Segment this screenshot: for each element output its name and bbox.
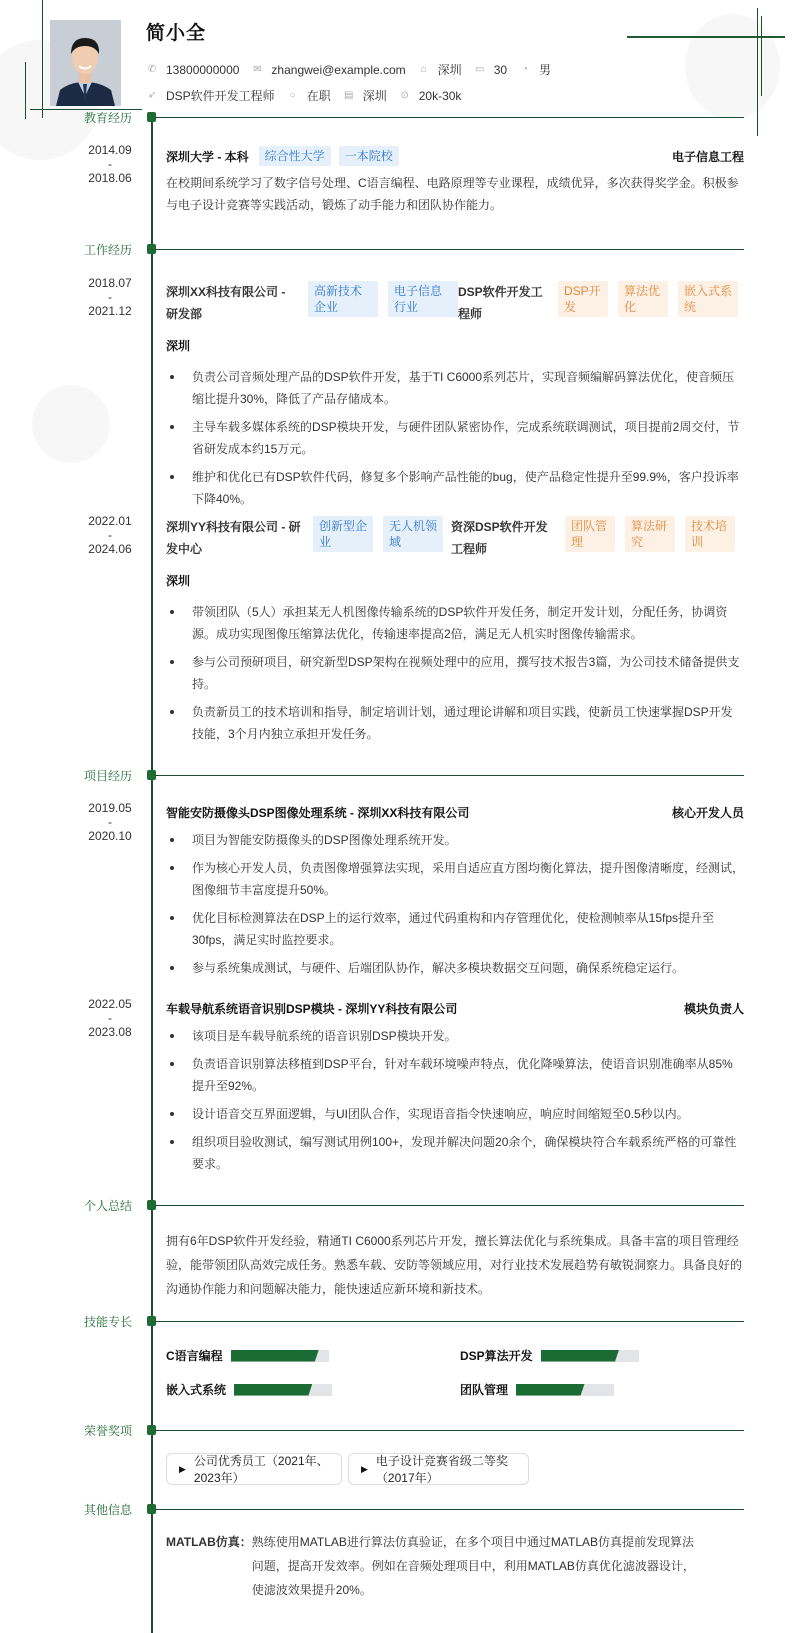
position-title: DSP软件开发工程师: [458, 285, 543, 321]
section-title-other: 其他信息: [83, 1503, 132, 1517]
work-bullet: 负责新员工的技术培训和指导，制定培训计划，通过理论讲解和项目实践，使新员工快速掌握DSP开发技能，3个月内独立承担开发任务。: [166, 701, 744, 745]
education-description: 在校期间系统学习了数字信号处理、C语言编程、电路原理等专业课程，成绩优异，多次获得奖学金。积极参与电子设计竞赛等实践活动，锻炼了动手能力和团队协作能力。: [166, 176, 739, 212]
position-title: 资深DSP软件开发工程师: [451, 520, 548, 556]
project-bullet: 参与系统集成测试，与硬件、后端团队协作，解决多模块数据交互问题，确保系统稳定运行。: [166, 957, 744, 979]
section-title-work: 工作经历: [83, 243, 132, 257]
work-bullet: 带领团队（5人）承担某无人机图像传输系统的DSP软件开发任务，制定开发计划，分配任务，协调资源。成功实现图像压缩算法优化，传输速率提高2倍，满足无人机实时图像传输需求。: [166, 601, 744, 645]
intent-position: ➶ DSP软件开发工程师: [147, 89, 275, 103]
skill-tag: 团队管理: [565, 516, 615, 552]
contact-email: ✉ zhangwei@example.com: [253, 62, 406, 77]
section-divider: [155, 1430, 744, 1431]
timeline-line: [151, 112, 153, 1633]
section-divider: [155, 117, 744, 118]
section-divider: [155, 1321, 744, 1322]
send-icon: ➶: [147, 90, 157, 101]
skill-bar-fill: [516, 1384, 585, 1396]
work-city: 深圳: [166, 339, 191, 353]
work-entry: [166, 516, 744, 751]
project-role: 核心开发人员: [671, 806, 744, 820]
intent-status: ○ 在职: [287, 87, 331, 104]
work-entry: [166, 281, 744, 516]
work-date: 2022.01 - 2024.06: [88, 514, 132, 556]
education-entry: [166, 146, 744, 216]
project-role: 模块负责人: [683, 1002, 744, 1016]
company-tag: 电子信息行业: [388, 281, 458, 317]
skill-bar: [541, 1350, 639, 1362]
other-info-entry: [166, 1530, 744, 1602]
skill-tag: DSP开发: [558, 281, 608, 317]
award-item[interactable]: ▶ 电子设计竞赛省级二等奖（2017年）: [348, 1453, 529, 1485]
salary-icon: ⊙: [400, 90, 409, 101]
section-title-education: 教育经历: [83, 111, 132, 125]
section-title-skills: 技能专长: [83, 1315, 132, 1329]
decor-vline-top-left-2: [25, 62, 26, 119]
skill-tag: 算法优化: [618, 281, 668, 317]
award-item[interactable]: ▶ 公司优秀员工（2021年、2023年）: [166, 1453, 342, 1485]
candidate-name: 简小全: [146, 23, 207, 44]
skill-item: 团队管理: [460, 1381, 614, 1398]
company-tag: 无人机领域: [383, 516, 443, 552]
project-bullet: 作为核心开发人员，负责图像增强算法实现，采用自适应直方图均衡化算法，提升图像清晰度，经测试，图像细节丰富度提升50%。: [166, 857, 744, 901]
contact-row: [146, 61, 563, 78]
job-intent-row: [146, 87, 473, 104]
skill-bar: [516, 1384, 614, 1396]
work-bullet: 负责公司音频处理产品的DSP软件开发，基于TI C6000系列芯片，实现音频编解码算法优化，使音频压缩比提升30%，降低了产品存储成本。: [166, 366, 744, 410]
project-date: 2019.05 - 2020.10: [88, 801, 132, 843]
section-divider: [155, 249, 744, 250]
home-icon: ⌂: [420, 64, 427, 75]
skill-tag: 技术培训: [685, 516, 735, 552]
decor-vline-top-left: [42, 0, 43, 118]
company-name: 深圳XX科技有限公司 - 研发部: [166, 285, 286, 321]
work-bullet: 维护和优化已有DSP软件代码，修复多个影响产品性能的bug，使产品稳定性提升至99.9%，客户投诉率下降40%。: [166, 466, 744, 510]
decor-vline-top-right: [757, 8, 758, 136]
triangle-right-icon: ▶: [361, 1463, 368, 1474]
contact-phone: ✆ 13800000000: [147, 62, 240, 77]
building-icon: ▤: [343, 90, 354, 101]
work-bullet: 主导车载多媒体系统的DSP模块开发，与硬件团队紧密协作，完成系统联调测试，项目提前2周交付，节省研发成本约15万元。: [166, 416, 744, 460]
project-title: 车载导航系统语音识别DSP模块 - 深圳YY科技有限公司: [166, 1002, 458, 1016]
skill-item: C语言编程: [166, 1347, 329, 1364]
other-info-label: MATLAB仿真：: [166, 1535, 252, 1549]
project-bullet: 该项目是车载导航系统的语音识别DSP模块开发。: [166, 1025, 744, 1047]
project-bullet: 设计语音交互界面逻辑，与UI团队合作，实现语音指令快速响应，响应时间缩短至0.5秒以内。: [166, 1103, 744, 1125]
project-entry: [166, 1000, 744, 1181]
skill-bar-fill: [234, 1384, 312, 1396]
project-title: 智能安防摄像头DSP图像处理系统 - 深圳XX科技有限公司: [166, 806, 470, 820]
school-tag: 综合性大学: [259, 146, 331, 166]
skill-tag: 嵌入式系统: [678, 281, 738, 317]
section-divider: [155, 775, 744, 776]
section-divider: [155, 1205, 744, 1206]
gender-icon: ◔: [522, 64, 529, 75]
company-tag: 创新型企业: [313, 516, 373, 552]
skill-item: DSP算法开发: [460, 1347, 639, 1364]
work-city: 深圳: [166, 574, 191, 588]
company-name: 深圳YY科技有限公司 - 研发中心: [166, 520, 301, 556]
work-bullet: 参与公司预研项目，研究新型DSP架构在视频处理中的应用，撰写技术报告3篇，为公司技术储备提供支持。: [166, 651, 744, 695]
status-icon: ○: [289, 90, 296, 101]
phone-icon: ✆: [147, 64, 157, 75]
avatar: [50, 20, 121, 106]
decor-circle-left-mid: [32, 385, 110, 463]
contact-age: ▭ 30: [474, 62, 508, 77]
project-date: 2022.05 - 2023.08: [88, 997, 132, 1039]
skill-bar-fill: [541, 1350, 619, 1362]
project-bullet: 项目为智能安防摄像头的DSP图像处理系统开发。: [166, 829, 744, 851]
section-title-summary: 个人总结: [83, 1199, 132, 1213]
intent-city: ▤ 深圳: [343, 89, 387, 103]
skill-item: 嵌入式系统: [166, 1381, 332, 1398]
skill-bar: [231, 1350, 329, 1362]
project-bullet: 组织项目验收测试，编写测试用例100+，发现并解决问题20余个，确保模块符合车载系统严格的可靠性要求。: [166, 1131, 744, 1175]
triangle-right-icon: ▶: [179, 1463, 186, 1474]
contact-gender: ◔ 男: [519, 61, 551, 78]
decor-circle-top-right: [685, 14, 780, 119]
other-info-text: 熟练使用MATLAB进行算法仿真验证，在多个项目中通过MATLAB仿真提前发现算法问题，提高开发效率。例如在音频处理项目中，利用MATLAB仿真优化滤波器设计，使滤波效果提升20%。: [251, 1535, 695, 1597]
work-date: 2018.07 - 2021.12: [88, 276, 132, 318]
school-name: 深圳大学 - 本科: [166, 149, 249, 164]
project-bullet: 负责语音识别算法移植到DSP平台，针对车载环境噪声特点，优化降噪算法，使语音识别准确率从85%提升至92%。: [166, 1053, 744, 1097]
contact-city: ⌂ 深圳: [418, 61, 462, 78]
section-divider: [155, 1509, 744, 1510]
company-tag: 高新技术企业: [308, 281, 378, 317]
education-date: 2014.09 - 2018.06: [88, 143, 132, 185]
section-title-awards: 荣誉奖项: [83, 1424, 132, 1438]
age-icon: ▭: [474, 64, 485, 75]
section-title-projects: 项目经历: [83, 769, 132, 783]
decor-vline-top-right-2: [761, 16, 762, 96]
skill-bar-fill: [231, 1350, 319, 1362]
project-entry: [166, 804, 744, 985]
skill-tag: 算法研究: [625, 516, 675, 552]
mail-icon: ✉: [253, 64, 262, 75]
project-bullet: 优化目标检测算法在DSP上的运行效率，通过代码重构和内存管理优化，使检测帧率从15fps提升至30fps，满足实时监控要求。: [166, 907, 744, 951]
school-tag: 一本院校: [339, 146, 399, 166]
summary-text: 拥有6年DSP软件开发经验，精通TI C6000系列芯片开发，擅长算法优化与系统集成。具备丰富的项目管理经验，能带领团队高效完成任务。熟悉车载、安防等领域应用，对行业技术发展趋势有敏锐洞察力。具备良好的沟通协作能力和问题解决能力，能快速适应新环境和新技术。: [166, 1234, 743, 1296]
skill-bar: [234, 1384, 332, 1396]
major: 电子信息工程: [671, 149, 744, 164]
intent-salary: ⊙ 20k-30k: [400, 88, 462, 103]
